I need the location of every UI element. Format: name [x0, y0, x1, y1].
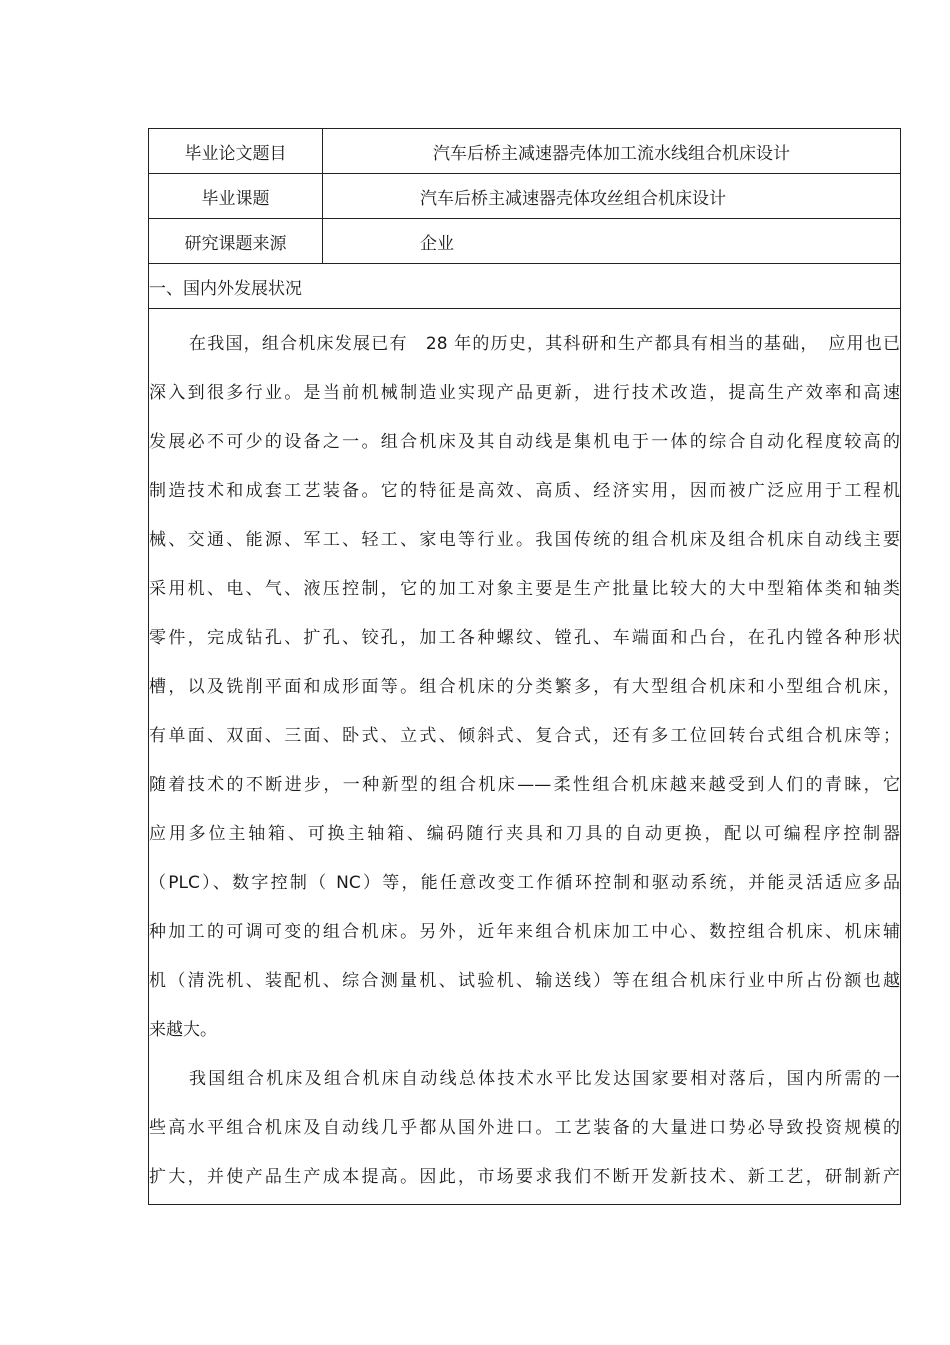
- form-row-thesis-title: [149, 129, 901, 174]
- paragraph-1-line: 机（清洗机、装配机、综合测量机、试验机、输送线）等在组合机床行业中所占份额也越: [149, 971, 900, 991]
- project-label: 毕业课题: [149, 174, 323, 219]
- paragraph-1-line: 随着技术的不断进步，一种新型的组合机床——柔性组合机床越来越受到人们的青睐，它: [149, 775, 900, 795]
- paragraph-2-line: 些高水平组合机床及自动线几乎都从国外进口。工艺装备的大量进口势必导致投资规模的: [149, 1118, 900, 1138]
- paragraph-1-line: （PLC）、数字控制（ NC）等，能任意改变工作循环控制和驱动系统，并能灵活适应多品: [149, 873, 900, 893]
- paragraph-1-line: 槽，以及铣削平面和成形面等。组合机床的分类繁多，有大型组合机床和小型组合机床，: [149, 677, 900, 697]
- paragraph-1-line: 有单面、双面、三面、卧式、立式、倾斜式、复合式，还有多工位回转台式组合机床等；: [149, 726, 900, 746]
- form-row-section: [149, 264, 901, 309]
- paragraph-1-line: 来越大。: [149, 1020, 217, 1040]
- paragraph-1-line: 制造技术和成套工艺装备。它的特征是高效、高质、经济实用，因而被广泛应用于工程机: [149, 481, 900, 501]
- paragraph-1-line: 零件，完成钻孔、扩孔、铰孔，加工各种螺纹、镗孔、车端面和凸台，在孔内镗各种形状: [149, 628, 900, 648]
- paragraph-1-line: 械、交通、能源、军工、轻工、家电等行业。我国传统的组合机床及组合机床自动线主要: [149, 530, 900, 550]
- thesis-form-table: [148, 128, 901, 1205]
- paragraph-1-line: 深入到很多行业。是当前机械制造业实现产品更新，进行技术改造，提高生产效率和高速: [149, 383, 900, 403]
- paragraph-1-line: 发展必不可少的设备之一。组合机床及其自动线是集机电于一体的综合自动化程度较高的: [149, 432, 900, 452]
- paragraph-1-line: 种加工的可调可变的组合机床。另外，近年来组合机床加工中心、数控组合机床、机床辅: [149, 922, 900, 942]
- body-text-cell: [149, 309, 901, 1205]
- section-title: 一、国内外发展状况: [149, 264, 901, 309]
- paragraph-1-line: 在我国，组合机床发展已有 28 年的历史，其科研和生产都具有相当的基础， 应用也已: [189, 334, 900, 354]
- paragraph-1-line: 应用多位主轴箱、可换主轴箱、编码随行夹具和刀具的自动更换，配以可编程序控制器: [149, 824, 900, 844]
- body-text: [149, 309, 900, 1202]
- form-row-body: [149, 309, 901, 1205]
- form-row-source: [149, 219, 901, 264]
- source-value: 企业: [323, 219, 901, 264]
- source-label: 研究课题来源: [149, 219, 323, 264]
- project-value: 汽车后桥主减速器壳体攻丝组合机床设计: [323, 174, 901, 219]
- thesis-title-value: 汽车后桥主减速器壳体加工流水线组合机床设计: [323, 129, 901, 174]
- form-row-project: [149, 174, 901, 219]
- paragraph-2-line: 扩大，并使产品生产成本提高。因此，市场要求我们不断开发新技术、新工艺，研制新产: [149, 1167, 900, 1187]
- thesis-title-label: 毕业论文题目: [149, 129, 323, 174]
- paragraph-1-line: 采用机、电、气、液压控制，它的加工对象主要是生产批量比较大的大中型箱体类和轴类: [149, 579, 900, 599]
- paragraph-2-line: 我国组合机床及组合机床自动线总体技术水平比发达国家要相对落后，国内所需的一: [189, 1069, 900, 1089]
